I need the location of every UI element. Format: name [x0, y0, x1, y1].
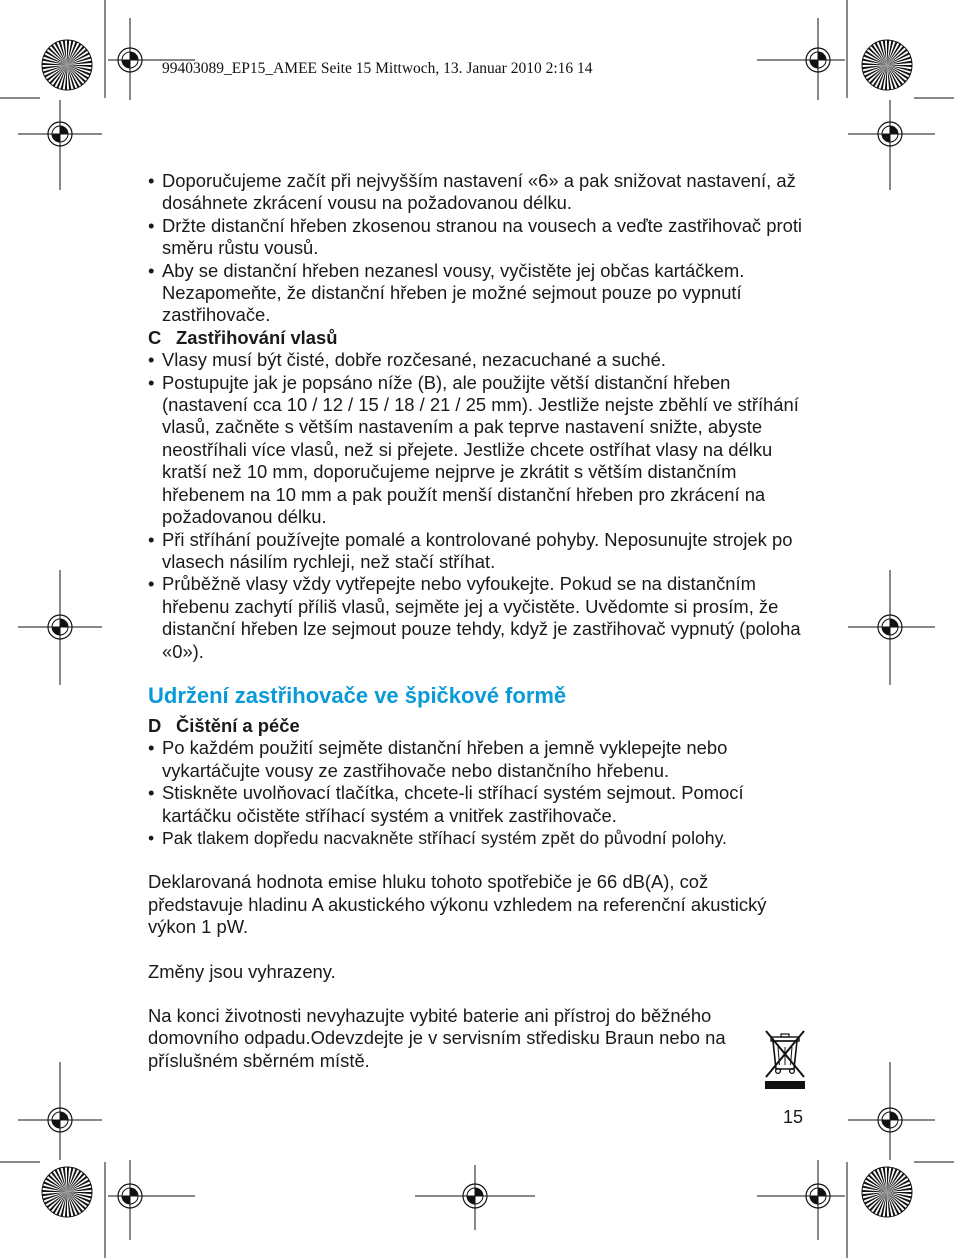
registration-mark	[872, 116, 908, 152]
list-item: • Pak tlakem dopředu nacvakněte stříhací systém zpět do původní polohy.	[148, 827, 808, 849]
section-d-letter: D	[148, 714, 162, 736]
section-c-heading	[148, 327, 808, 349]
registration-mark	[112, 1178, 148, 1214]
section-c-title: Zastřihování vlasů	[176, 326, 338, 348]
list-item: • Vlasy musí být čisté, dobře rozčesané, nezacuchané a suché.	[148, 349, 808, 371]
list-item: • Stiskněte uvolňovací tlačítka, chcete-li stříhací systém sejmout. Pomocí kartáčku očistěte stříhací systém a vnitřek zastřihovače.	[148, 782, 808, 827]
registration-mark	[457, 1178, 493, 1214]
noise-statement: Deklarovaná hodnota emise hluku tohoto spotřebiče je 66 dB(A), což představuje hladinu A akustického výkonu vzhledem na referenční akustický výkon 1 pW.	[148, 871, 767, 938]
list-item: • Při stříhání používejte pomalé a kontrolované pohyby. Neposunujte strojek po vlasech násilím rychleji, než stačí stříhat.	[148, 529, 808, 574]
print-slug: 99403089_EP15_AMEE Seite 15 Mittwoch, 13. Januar 2010 2:16 14	[162, 60, 593, 77]
star-target-mark	[862, 1167, 912, 1217]
list-item: • Postupujte jak je popsáno níže (B), ale použijte větší distanční hřeben (nastavení cca 10 / 12 / 15 / 18 / 21 / 25 mm). Jestliže nejste zběhlí ve stříhání vlasů, začněte s větším nastavením a pak teprve nastavení snižte, abyste neostříhali více vlasů, než si přejete. Jestliže chcete ostříhat vlasy na délku kratší než 10 mm, doporučujeme nejprve je zkrátit s větším distančním hřebenem na 10 mm a pak použít menší distanční hřeben pro zkrácení na požadovanou délku.	[148, 372, 808, 529]
registration-mark	[42, 1102, 78, 1138]
list-item: • Po každém použití sejměte distanční hřeben a jemně vyklepejte nebo vykartáčujte vousy ze zastřihovače nebo distančního hřebenu.	[148, 737, 808, 782]
list-item: • Aby se distanční hřeben nezanesl vousy, vyčistěte jej občas kartáčkem. Nezapomeňte, že distanční hřeben je možné sejmout pouze po vypnutí zastřihovače.	[148, 260, 808, 327]
section-c-letter: C	[148, 326, 162, 348]
registration-mark	[872, 609, 908, 645]
registration-mark	[872, 1102, 908, 1138]
changes-notice: Změny jsou vyhrazeny.	[148, 960, 336, 982]
main-heading: Udržení zastřihovače ve špičkové formě	[148, 682, 567, 708]
star-target-mark	[862, 40, 912, 90]
registration-mark	[112, 42, 148, 78]
registration-mark	[800, 42, 836, 78]
page-number: 15	[783, 1107, 804, 1127]
star-target-mark	[42, 40, 92, 90]
star-target-mark	[42, 1167, 92, 1217]
registration-mark	[800, 1178, 836, 1214]
crossed-out-wheelie-bin-icon	[764, 1027, 806, 1091]
registration-mark	[42, 609, 78, 645]
list-item: • Průběžně vlasy vždy vytřepejte nebo vyfoukejte. Pokud se na distančním hřebenu zachytí příliš vlasů, sejměte jej a vyčistěte. Uvědomte si prosím, že distanční hřeben lze sejmout pouze tehdy, když je zastřihovač vypnutý (poloha «0»).	[148, 573, 808, 663]
page-content	[148, 170, 808, 1072]
section-d-heading	[148, 715, 808, 737]
disposal-notice: Na konci životnosti nevyhazujte vybité baterie ani přístroj do běžného domovního odpadu.Odevzdejte je v servisním středisku Braun nebo na příslušném sběrném místě.	[148, 1005, 726, 1071]
registration-mark	[42, 116, 78, 152]
section-d-bullet-list	[148, 737, 808, 849]
section-c-bullet-list	[148, 349, 808, 663]
section-d-title: Čištění a péče	[176, 714, 300, 736]
list-item: • Držte distanční hřeben zkosenou stranou na vousech a veďte zastřihovač proti směru růstu vousů.	[148, 215, 808, 260]
intro-bullet-list	[148, 170, 808, 327]
list-item: • Doporučujeme začít při nejvyšším nastavení «6» a pak snižovat nastavení, až dosáhnete zkrácení vousu na požadovanou délku.	[148, 170, 808, 215]
